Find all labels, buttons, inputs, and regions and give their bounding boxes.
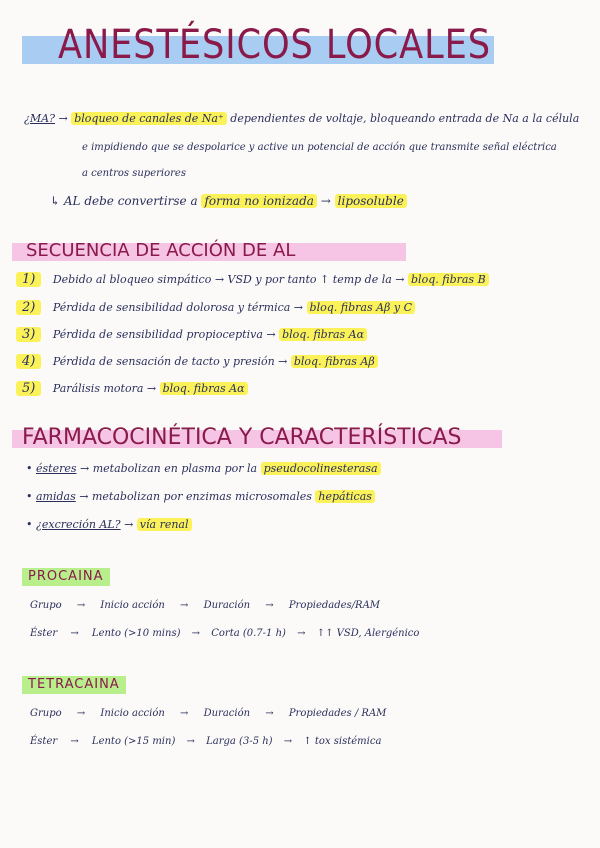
intro-line-3: a centros superiores [82, 168, 186, 179]
drug-value: Corta (0.7-1 h) [211, 628, 286, 639]
drug-value: Lento (>15 min) [91, 736, 176, 747]
sequence-item [16, 327, 367, 342]
drug-header: Propiedades/RAM [288, 600, 381, 611]
pk-bullet [26, 490, 375, 503]
arrow-icon: → [76, 600, 86, 611]
item-number: 3) [16, 327, 41, 342]
item-text: Pérdida de sensibilidad propioceptiva → [52, 328, 280, 341]
arrow-icon: → [265, 708, 274, 719]
bullet-dot: • [26, 518, 33, 531]
drug-value: ↑ tox sistémica [303, 736, 382, 747]
drug-value: Lento (>10 mins) [91, 628, 181, 639]
intro-line-2: e impidiendo que se despolarice y active un potencial de acción que transmite señal eléctrica [82, 142, 557, 153]
drug-header: Propiedades / RAM [288, 708, 387, 719]
section1-title: SECUENCIA DE ACCIÓN DE AL [26, 240, 296, 261]
item-number: 4) [16, 354, 41, 369]
drug-name-tag: TETRACAINA [22, 676, 126, 694]
item-highlight: bloq. fibras Aβ y C [307, 301, 415, 314]
section2-title: FARMACOCINÉTICA Y CARACTERÍSTICAS [22, 425, 462, 450]
drug-header: Inicio acción [100, 708, 165, 719]
item-text: Debido al bloqueo simpático → VSD y por tanto ↑ temp de la → [52, 273, 409, 286]
drug-header: Duración [203, 600, 251, 611]
bullet-label: ¿excreción AL? [36, 518, 121, 531]
sequence-item [16, 272, 489, 287]
item-text: Pérdida de sensación de tacto y presión → [52, 355, 291, 368]
sequence-item [16, 381, 248, 396]
sequence-item [16, 300, 415, 315]
bullet-label: ésteres [36, 462, 77, 475]
drug-header: Inicio acción [100, 600, 165, 611]
bullet-text: → [124, 518, 137, 531]
item-text: Parálisis motora → [52, 382, 160, 395]
item-highlight: bloq. fibras Aβ [291, 355, 378, 368]
intro-highlight: bloqueo de canales de Na⁺ [71, 112, 227, 125]
item-number: 2) [16, 300, 41, 315]
liposoluble-highlight: liposoluble [335, 194, 407, 208]
arrow-icon: → [180, 708, 189, 719]
intro-line-4-text: ↳ AL debe convertirse a [50, 194, 198, 208]
drug-value-row [30, 628, 419, 639]
arrow-icon: → [180, 600, 189, 611]
bullet-dot: • [26, 462, 33, 475]
drug-value: ↑↑ VSD, Alergénico [316, 628, 420, 639]
arrow-icon: → [320, 194, 331, 208]
bullet-label: amidas [36, 490, 76, 503]
drug-header-row [30, 600, 380, 611]
sequence-item [16, 354, 378, 369]
arrow-icon: → [70, 628, 79, 639]
intro-text: dependientes de voltaje, bloqueando entrada de Na a la célula [230, 112, 580, 125]
arrow-icon: → [70, 736, 79, 747]
drug-name-tag: PROCAINA [22, 568, 110, 586]
arrow-icon: → [186, 736, 195, 747]
item-highlight: bloq. fibras Aα [279, 328, 367, 341]
pk-bullet [26, 462, 381, 475]
item-highlight: bloq. fibras B [408, 273, 489, 286]
arrow-icon: → [76, 708, 86, 719]
bullet-dot: • [26, 490, 33, 503]
nonionized-highlight: forma no ionizada [201, 194, 316, 208]
drug-value: Éster [30, 736, 58, 747]
page-title: ANESTÉSICOS LOCALES [58, 22, 491, 68]
item-number: 5) [16, 381, 41, 396]
drug-header: Duración [203, 708, 251, 719]
intro-line-4 [50, 194, 407, 208]
bullet-text: → metabolizan en plasma por la [80, 462, 261, 475]
bullet-highlight: vía renal [137, 518, 192, 531]
arrow-icon: → [58, 112, 68, 125]
item-highlight: bloq. fibras Aα [160, 382, 248, 395]
drug-header: Grupo [30, 708, 62, 719]
item-number: 1) [16, 272, 41, 287]
drug-header: Grupo [30, 600, 62, 611]
question-label: ¿MA? [24, 112, 56, 125]
intro-line-1 [24, 112, 579, 125]
bullet-text: → metabolizan por enzimas microsomales [79, 490, 316, 503]
arrow-icon: → [191, 628, 201, 639]
drug-value: Larga (3-5 h) [206, 736, 273, 747]
bullet-highlight: pseudocolinesterasa [261, 462, 381, 475]
arrow-icon: → [297, 628, 306, 639]
item-text: Pérdida de sensibilidad dolorosa y térmica → [52, 301, 307, 314]
drug-value: Éster [30, 628, 58, 639]
drug-value-row [30, 736, 381, 747]
arrow-icon: → [283, 736, 293, 747]
arrow-icon: → [265, 600, 274, 611]
bullet-highlight: hepáticas [315, 490, 375, 503]
drug-header-row [30, 708, 386, 719]
pk-bullet [26, 518, 192, 531]
